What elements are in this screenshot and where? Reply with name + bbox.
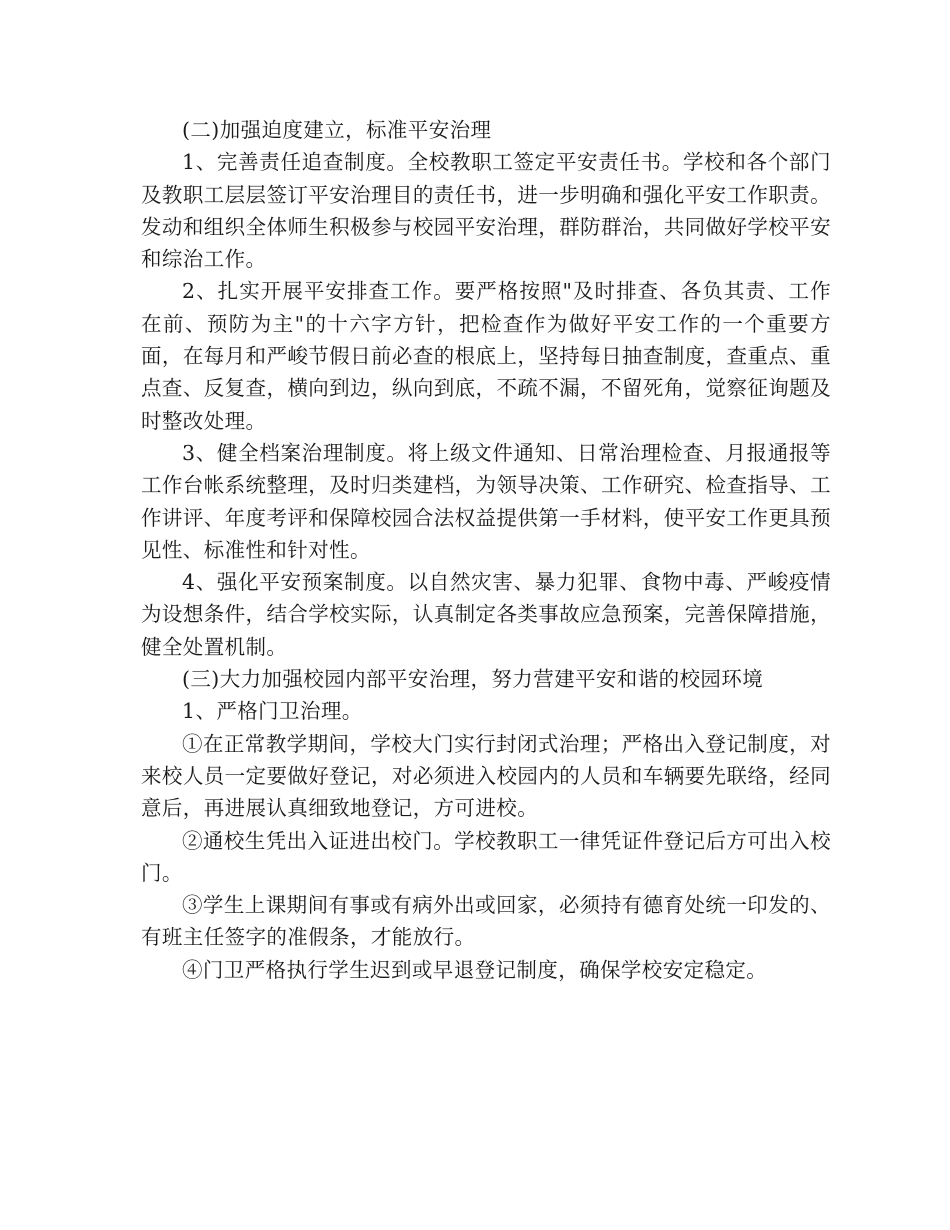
list-item-2: ②通校生凭出入证进出校门。学校教职工一律凭证件登记后方可出入校门。 bbox=[141, 828, 831, 885]
list-item-4: ④门卫严格执行学生迟到或早退登记制度，确保学校安定稳定。 bbox=[182, 957, 768, 982]
section-heading-3: (三)大力加强校园内部平安治理，努力营建平安和谐的校园环境 bbox=[182, 667, 764, 692]
list-item-1: ①在正常教学期间，学校大门实行封闭式治理；严格出入登记制度，对来校人员一定要做好登记，对必须进入校园内的人员和车辆要先联络，经同意后，再进展认真细致地登记，方可进校。 bbox=[141, 731, 831, 821]
section-heading-2: (二)加强迫度建立，标准平安治理 bbox=[182, 118, 492, 142]
paragraph-inspection: 2、扎实开展平安排查工作。要严格按照"及时排查、各负其责、工作在前、预防为主"的十六字方针，把检查作为做好平安工作的一个重要方面，在每月和严峻节假日前必查的根底上，坚持每日抽查制度，查重点、重点查、反复查，横向到边，纵向到底，不疏不漏，不留死角，觉察征询题及时整改处理。 bbox=[141, 279, 831, 433]
paragraph-gate-management: 1、严格门卫治理。 bbox=[182, 699, 363, 724]
paragraph-archives: 3、健全档案治理制度。将上级文件通知、日常治理检查、月报通报等工作台帐系统整理，及时归类建档，为领导决策、工作研究、检查指导、工作讲评、年度考评和保障校园合法权益提供第一手材料，使平安工作更具预见性、标准性和针对性。 bbox=[141, 440, 831, 562]
list-item-3: ③学生上课期间有事或有病外出或回家，必须持有德育处统一印发的、有班主任签字的准假条，才能放行。 bbox=[141, 893, 831, 950]
paragraph-responsibility: 1、完善责任追查制度。全校教职工签定平安责任书。学校和各个部门及教职工层层签订平安治理目的责任书，进一步明确和强化平安工作职责。发动和组织全体师生积极参与校园平安治理，群防群治，共同做好学校平安和综治工作。 bbox=[141, 150, 831, 272]
paragraph-contingency: 4、强化平安预案制度。以自然灾害、暴力犯罪、食物中毒、严峻疫情为设想条件，结合学校实际，认真制定各类事故应急预案，完善保障措施，健全处置机制。 bbox=[141, 570, 831, 659]
document-body bbox=[141, 114, 831, 986]
